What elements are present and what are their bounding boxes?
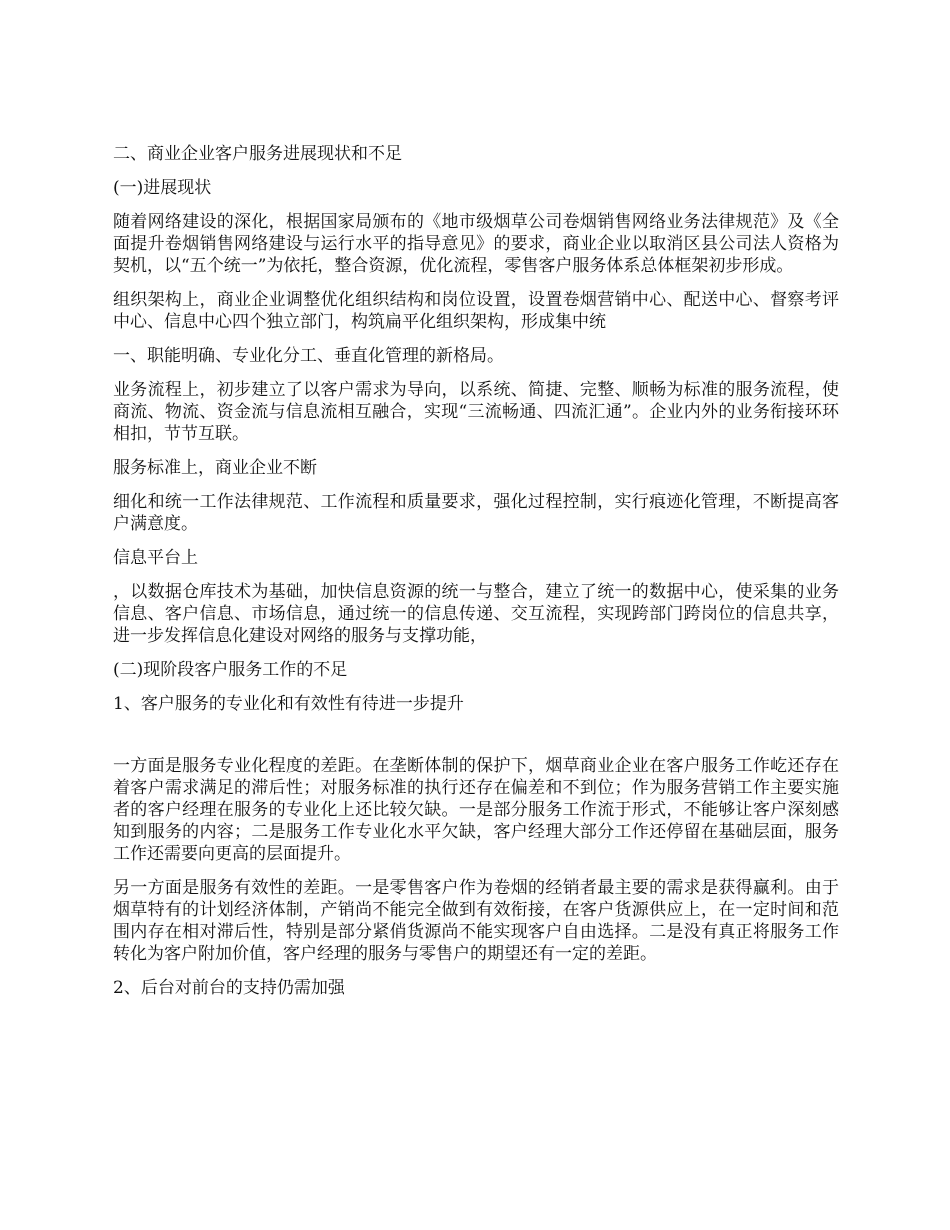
item-heading: 1、客户服务的专业化和有效性有待进一步提升 bbox=[113, 694, 464, 714]
paragraph: 服务标准上，商业企业不断 bbox=[113, 458, 317, 478]
subsection-heading: (一)进展现状 bbox=[113, 178, 212, 198]
paragraph: 细化和统一工作法律规范、工作流程和质量要求，强化过程控制，实行痕迹化管理，不断提高客户满意度。 bbox=[113, 492, 839, 534]
paragraph: 另一方面是服务有效性的差距。一是零售客户作为卷烟的经销者最主要的需求是获得赢利。由于烟草特有的计划经济体制，产销尚不能完全做到有效衔接，在客户货源供应上，在一定时间和范围内存在相对滞后性，特别是部分紧俏货源尚不能实现客户自由选择。二是没有真正将服务工作转化为客户附加价值，客户经理的服务与零售户的期望还有一定的差距。 bbox=[113, 878, 839, 964]
document-body bbox=[113, 143, 839, 1011]
paragraph: ，以数据仓库技术为基础，加快信息资源的统一与整合，建立了统一的数据中心，使采集的业务信息、客户信息、市场信息，通过统一的信息传递、交互流程，实现跨部门跨岗位的信息共享，进一步发挥信息化建设对网络的服务与支撑功能， bbox=[113, 582, 839, 646]
section-heading: 二、商业企业客户服务进展现状和不足 bbox=[113, 144, 402, 164]
item-heading: 2、后台对前台的支持仍需加强 bbox=[113, 978, 345, 998]
paragraph: 一、职能明确、专业化分工、垂直化管理的新格局。 bbox=[113, 346, 504, 366]
paragraph: 信息平台上 bbox=[113, 548, 198, 568]
paragraph: 组织架构上，商业企业调整优化组织结构和岗位设置，设置卷烟营销中心、配送中心、督察考评中心、信息中心四个独立部门，构筑扁平化组织架构，形成集中统 bbox=[113, 290, 839, 332]
paragraph: 随着网络建设的深化，根据国家局颁布的《地市级烟草公司卷烟销售网络业务法律规范》及《全面提升卷烟销售网络建设与运行水平的指导意见》的要求，商业企业以取消区县公司法人资格为契机，以“五个统一”为依托，整合资源，优化流程，零售客户服务体系总体框架初步形成。 bbox=[113, 212, 839, 276]
paragraph: 一方面是服务专业化程度的差距。在垄断体制的保护下，烟草商业企业在客户服务工作屹还存在着客户需求满足的滞后性；对服务标准的执行还存在偏差和不到位；作为服务营销工作主要实施者的客户经理在服务的专业化上还比较欠缺。一是部分服务工作流于形式，不能够让客户深刻感知到服务的内容；二是服务工作专业化水平欠缺，客户经理大部分工作还停留在基础层面，服务工作还需要向更高的层面提升。 bbox=[113, 756, 839, 864]
subsection-heading: (二)现阶段客户服务工作的不足 bbox=[113, 660, 348, 680]
paragraph: 业务流程上，初步建立了以客户需求为导向，以系统、简捷、完整、顺畅为标准的服务流程，使商流、物流、资金流与信息流相互融合，实现“三流畅通、四流汇通”。企业内外的业务衔接环环相扣，节节互联。 bbox=[113, 380, 839, 444]
